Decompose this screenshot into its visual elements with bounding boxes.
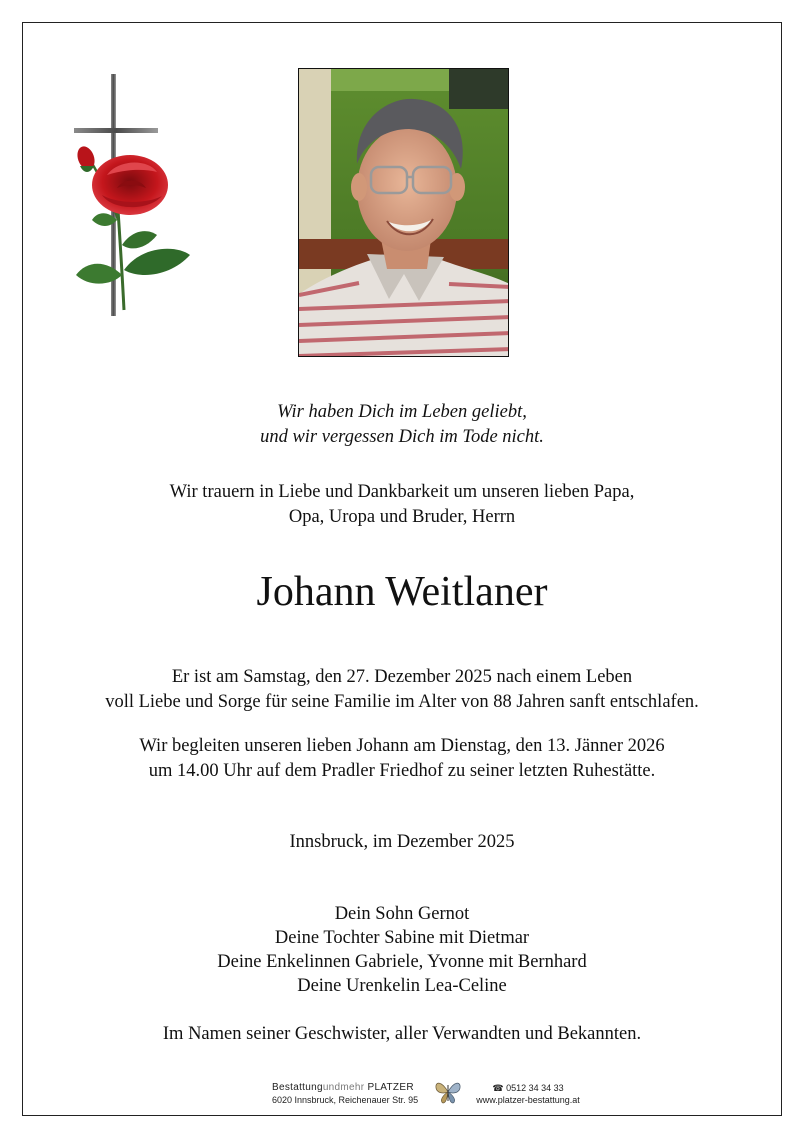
cross-rose-icon (62, 70, 197, 320)
funeral-notice (22, 734, 782, 784)
funeral-home-brand (272, 1082, 430, 1094)
butterfly-icon (434, 1079, 462, 1105)
death-notice (22, 665, 782, 715)
phone-number: 0512 34 34 33 (506, 1083, 564, 1093)
website-link[interactable]: www.platzer-bestattung.at (476, 1095, 580, 1105)
intro-line-2: Opa, Uropa und Bruder, Herrn (288, 507, 516, 527)
funeral-home-info (272, 1082, 430, 1106)
funeral-home-contact (468, 1082, 588, 1106)
mourner-item: Dein Sohn Gernot (334, 904, 470, 924)
quote-line-2: und wir vergessen Dich im Tode nicht. (260, 427, 544, 447)
death-line-2: voll Liebe und Sorge für seine Familie im Alter von 88 Jahren sanft entschlafen. (105, 692, 699, 712)
place-date: Innsbruck, im Dezember 2025 (289, 832, 515, 852)
brand-part-1: Bestattung (272, 1082, 323, 1093)
mourner-item: Deine Enkelinnen Gabriele, Yvonne mit Bernhard (217, 952, 587, 972)
mourner-item: Deine Tochter Sabine mit Dietmar (274, 928, 530, 948)
funeral-line-2: um 14.00 Uhr auf dem Pradler Friedhof zu seiner letzten Ruhestätte. (148, 761, 656, 781)
quote-line-1: Wir haben Dich im Leben geliebt, (277, 402, 527, 422)
memorial-quote (22, 400, 782, 450)
portrait-photo (298, 68, 509, 357)
closing-line: Im Namen seiner Geschwister, aller Verwandten und Bekannten. (162, 1024, 642, 1044)
phone-line (468, 1082, 588, 1094)
brand-part-3: PLATZER (364, 1082, 414, 1093)
deceased-name: Johann Weitlaner (256, 569, 548, 615)
phone-icon: ☎ (492, 1083, 504, 1093)
mourners-list (22, 902, 782, 998)
brand-part-2: undmehr (322, 1082, 365, 1093)
funeral-home-address: 6020 Innsbruck, Reichenauer Str. 95 (272, 1095, 419, 1105)
mourning-intro (22, 480, 782, 530)
mourner-item: Deine Urenkelin Lea-Celine (297, 976, 507, 996)
death-line-1: Er ist am Samstag, den 27. Dezember 2025 nach einem Leben (171, 667, 633, 687)
funeral-line-1: Wir begleiten unseren lieben Johann am Dienstag, den 13. Jänner 2026 (139, 736, 665, 756)
intro-line-1: Wir trauern in Liebe und Dankbarkeit um unseren lieben Papa, (169, 482, 635, 502)
